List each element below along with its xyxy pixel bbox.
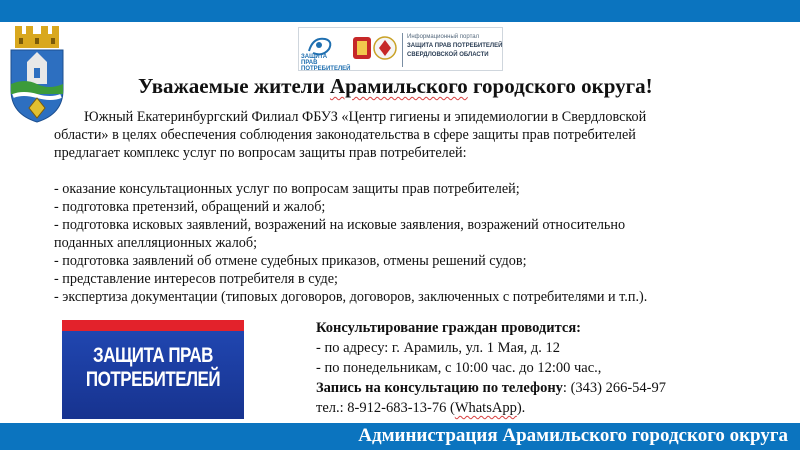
consumer-rights-banner <box>62 320 244 419</box>
portal-emblem-caption <box>301 54 350 72</box>
consultation-heading: Консультирование граждан проводится: <box>316 320 582 336</box>
service-item: - подготовка заявлений об отмене судебных приказов, отмены решений судов; <box>54 253 527 269</box>
phone-label: Запись на консультацию по телефону <box>316 380 563 396</box>
intro-line2: области» в целях обеспечения соблюдения законодательства в сфере защиты прав потребителей <box>54 127 636 143</box>
service-item: - подготовка претензий, обращений и жалоб; <box>54 199 326 215</box>
service-item: - подготовка исковых заявлений, возражений на исковые заявления, возражений относительно <box>54 217 626 233</box>
portal-title-line2: СВЕРДЛОВСКОЙ ОБЛАСТИ <box>407 52 489 58</box>
service-item: - экспертиза документации (типовых договоров, договоров, заключенных с потребителями и т.п.). <box>54 289 648 305</box>
banner-red-strip <box>62 320 244 331</box>
banner-text <box>62 343 244 391</box>
title-part2: Арамильского <box>329 74 468 98</box>
consultation-mobile-line <box>316 398 786 418</box>
top-accent-bar <box>0 0 800 22</box>
intro-line3: предлагает комплекс услуг по вопросам защиты прав потребителей: <box>54 145 467 161</box>
mobile-suffix: ). <box>516 400 526 416</box>
service-item: - представление интересов потребителя в суде; <box>54 271 338 287</box>
banner-line2: ПОТРЕБИТЕЛЕЙ <box>85 367 221 391</box>
phone-value: : (343) 266-54-97 <box>562 380 667 396</box>
mobile-app: WhatsApp <box>454 400 517 416</box>
service-item: поданных апелляционных жалоб; <box>54 235 258 251</box>
banner-line1: ЗАЩИТА ПРАВ <box>93 343 213 367</box>
intro-line1: Южный Екатеринбургский Филиал ФБУЗ «Центр гигиены и эпидемиологии в Свердловской <box>84 109 647 125</box>
consumer-rights-portal-logo <box>298 27 503 71</box>
title-part3: городского округа! <box>467 74 653 98</box>
emblem-text-line3: ПОТРЕБИТЕЛЕЙ <box>301 66 351 72</box>
portal-title-block <box>407 33 503 60</box>
portal-caption: Информационный портал <box>407 34 480 40</box>
main-body-text <box>54 108 754 306</box>
footer-text: Администрация Арамильского городского округа <box>358 425 788 446</box>
footer-bar <box>0 423 800 450</box>
title-part1: Уважаемые жители <box>138 74 330 98</box>
emblem-text-line2: ПРАВ <box>301 60 318 66</box>
portal-logo-divider <box>402 33 403 67</box>
consultation-info <box>316 318 786 418</box>
emblem-text-line1: ЗАЩИТА <box>301 54 328 60</box>
service-item: - оказание консультационных услуг по вопросам защиты прав потребителей; <box>54 181 520 197</box>
mobile-prefix: тел.: 8-912-683-13-76 ( <box>316 400 455 416</box>
consultation-address: - по адресу: г. Арамиль, ул. 1 Мая, д. 12 <box>316 340 561 356</box>
consultation-schedule: - по понедельникам, с 10:00 час. до 12:00 час., <box>316 360 602 376</box>
consultation-phone-line <box>316 378 786 398</box>
portal-title-line1: ЗАЩИТА ПРАВ ПОТРЕБИТЕЛЕЙ <box>407 43 503 49</box>
page-title <box>138 74 653 99</box>
